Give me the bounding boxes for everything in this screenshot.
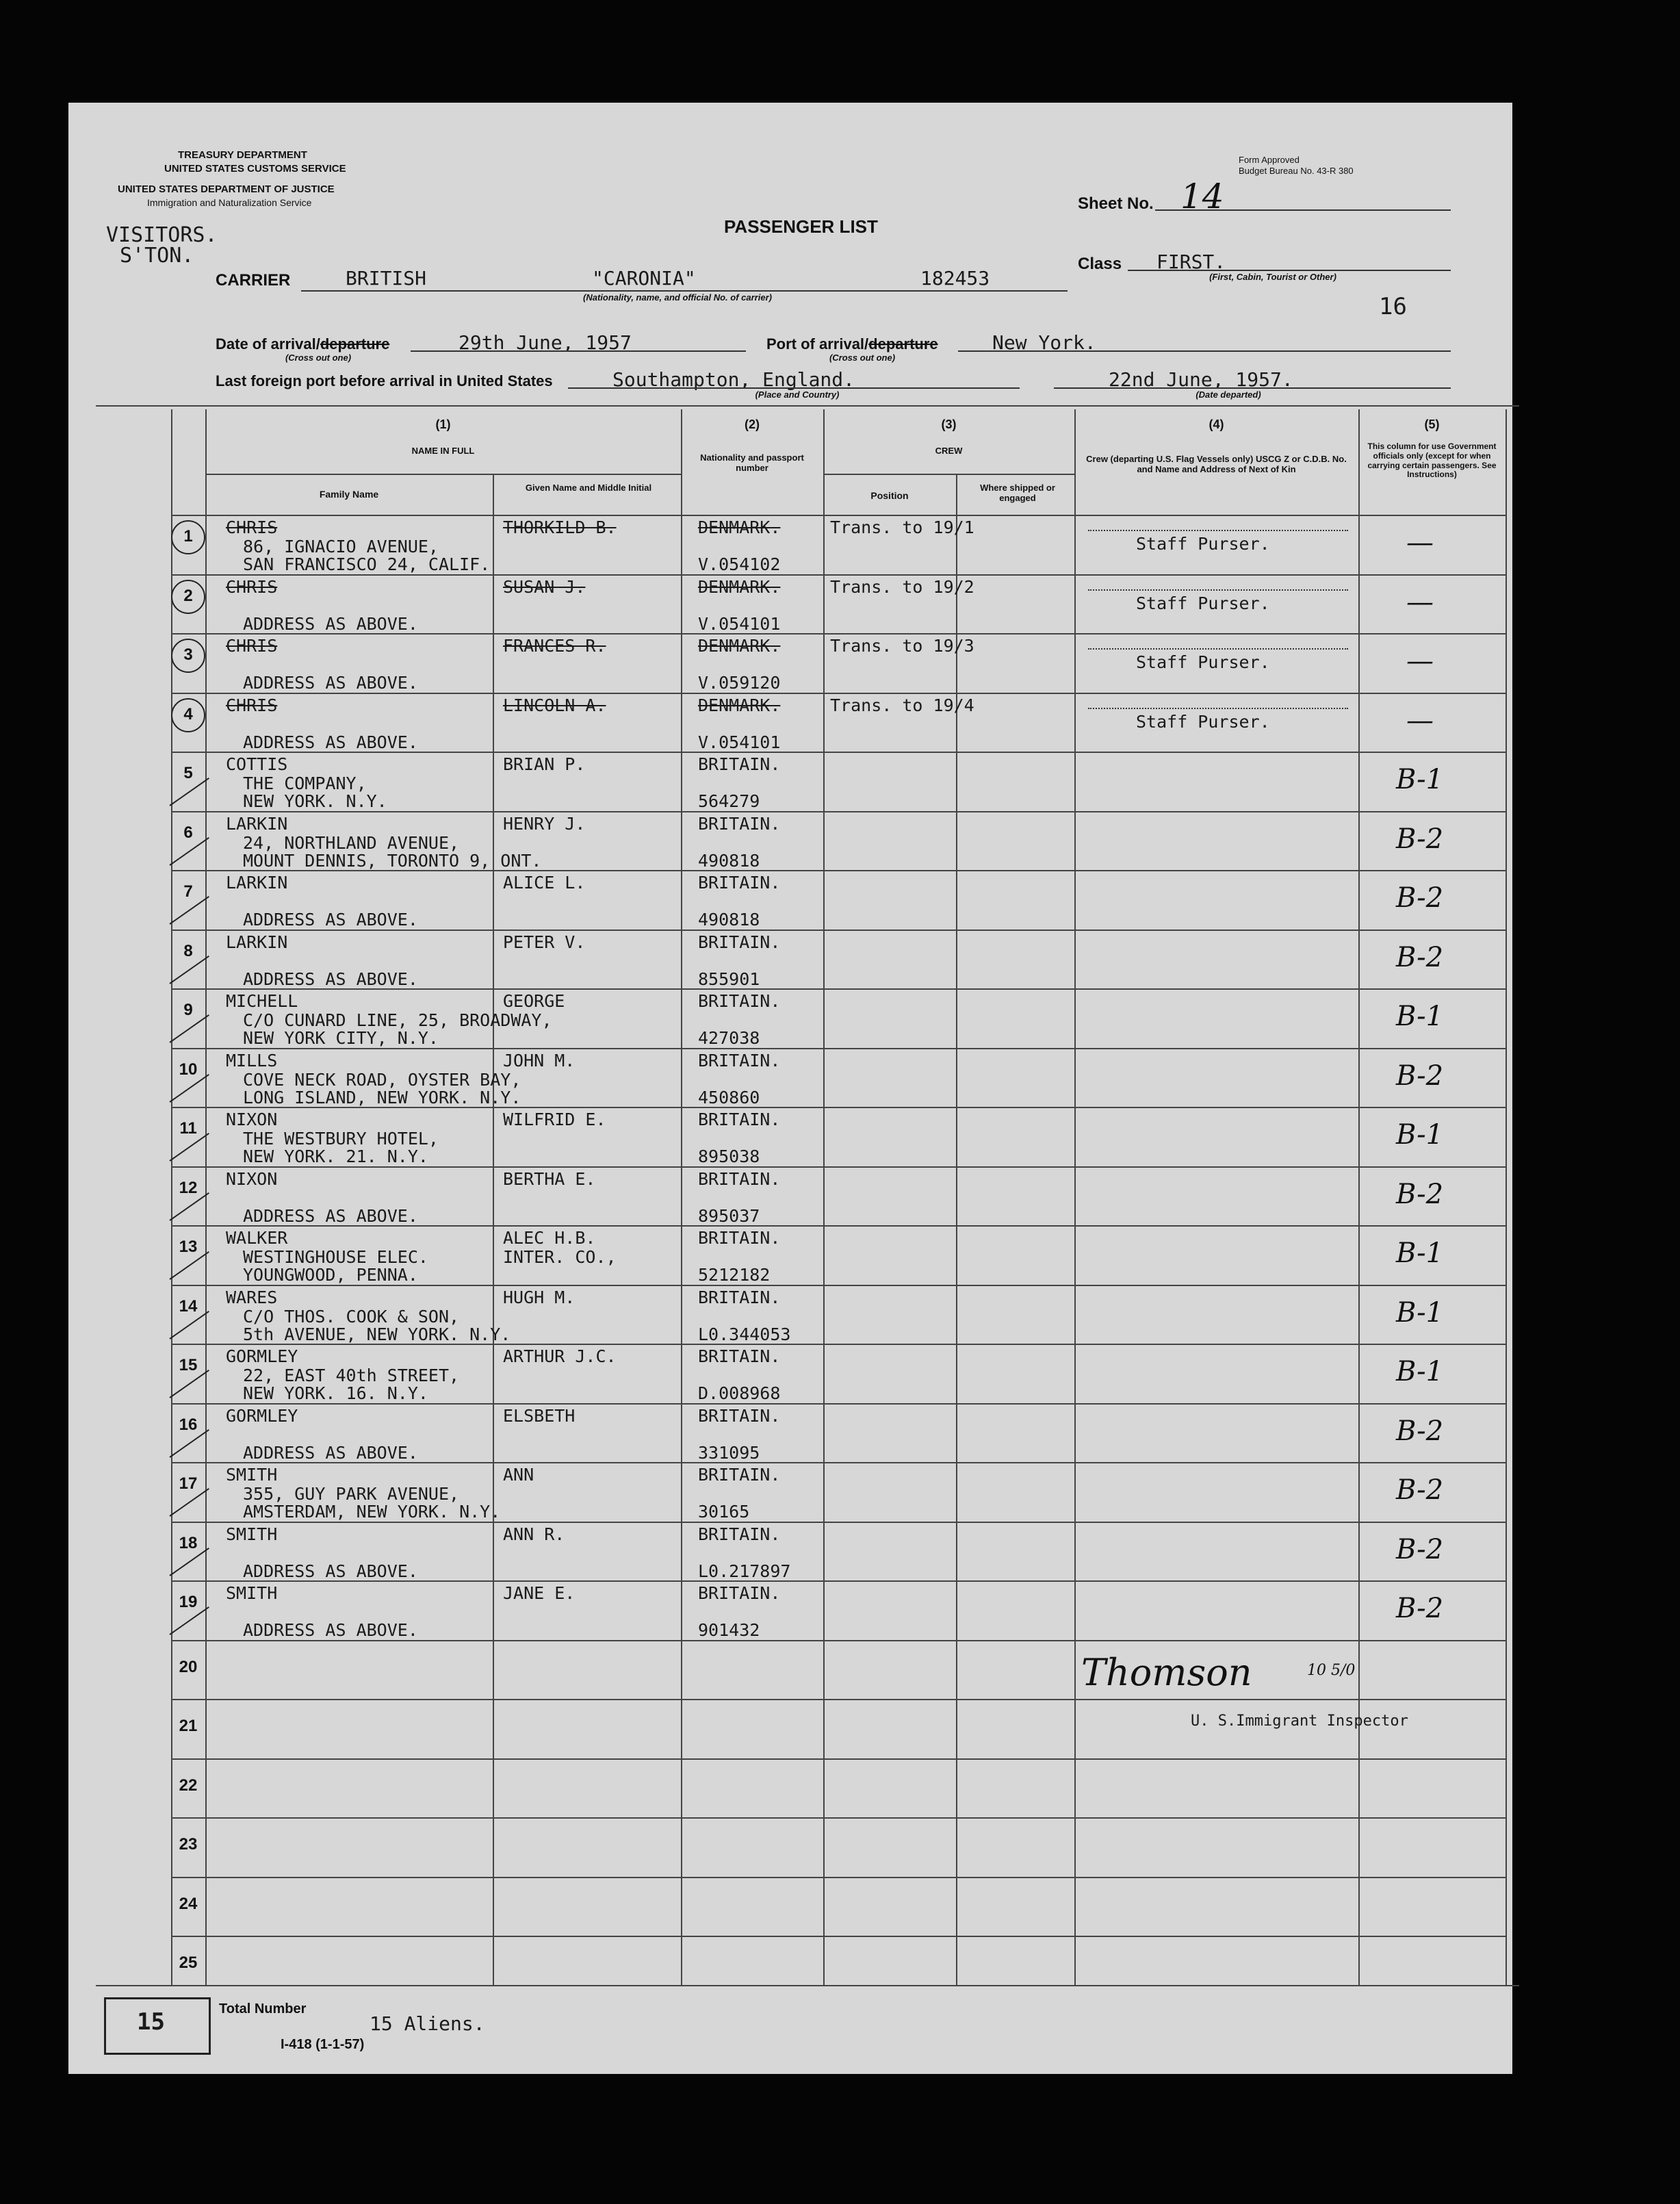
- col5-title: This column for use Government officials only (except for when carrying certain passengers. See Instructions): [1367, 441, 1497, 480]
- nationality: BRITAIN.: [698, 1346, 781, 1366]
- row-divider: [171, 1462, 1505, 1463]
- family-name: CHRIS: [226, 636, 278, 656]
- passport-number: 331095: [698, 1442, 760, 1463]
- address-line-2: ADDRESS AS ABOVE.: [243, 673, 418, 693]
- visitors-note-1: VISITORS.: [106, 223, 218, 247]
- family-name: CHRIS: [226, 517, 278, 537]
- row-number: 11: [179, 1119, 197, 1138]
- row-number-circle: [171, 520, 205, 554]
- row-number: 9: [183, 1001, 193, 1019]
- government-notation: B-1: [1396, 1296, 1444, 1329]
- grid-line: [1358, 409, 1360, 1985]
- col-position-header: Position: [870, 490, 909, 501]
- row-divider: [171, 870, 1505, 871]
- row-divider: [171, 1699, 1505, 1700]
- crew-next-of-kin: Staff Purser.: [1136, 593, 1270, 613]
- nationality: DENMARK.: [698, 576, 781, 597]
- passport-number: D.008968: [698, 1383, 781, 1403]
- government-notation: B-1: [1396, 1356, 1444, 1387]
- grid-line: [205, 409, 207, 1985]
- government-notation: B-2: [1396, 1178, 1444, 1210]
- crew-dotted-line: [1088, 708, 1348, 709]
- given-name: LINCOLN A.: [503, 695, 606, 715]
- address-line-2: AMSTERDAM, NEW YORK. N.Y.: [243, 1502, 501, 1522]
- given-name: ALICE L.: [503, 873, 586, 893]
- row-divider: [171, 1344, 1505, 1345]
- nationality: BRITAIN.: [698, 1524, 781, 1544]
- address-line-1: WESTINGHOUSE ELEC.: [243, 1247, 428, 1267]
- given-name: HENRY J.: [503, 813, 586, 834]
- grid-line: [1074, 409, 1076, 1985]
- col1-title: NAME IN FULL: [411, 446, 475, 456]
- row-number: 25: [179, 1953, 198, 1972]
- nationality: DENMARK.: [698, 695, 781, 715]
- nationality: BRITAIN.: [698, 754, 781, 774]
- carrier-caption: (Nationality, name, and official No. of carrier): [583, 292, 772, 303]
- address-line-2: YOUNGWOOD, PENNA.: [243, 1265, 418, 1285]
- row-number: 7: [183, 882, 193, 901]
- row-number: 8: [183, 941, 193, 960]
- passport-number: 901432: [698, 1620, 760, 1640]
- last-port-label: Last foreign port before arrival in United States: [216, 372, 553, 389]
- row-number: 24: [179, 1894, 198, 1913]
- family-name: LARKIN: [226, 813, 288, 834]
- row-number: 10: [179, 1060, 198, 1079]
- row-number: 2: [183, 586, 193, 605]
- address-line-2: ADDRESS AS ABOVE.: [243, 1620, 418, 1640]
- header-rule: [96, 405, 1519, 407]
- row-divider: [171, 930, 1505, 931]
- address-line-2: ADDRESS AS ABOVE.: [243, 1561, 418, 1581]
- grid-line: [205, 474, 681, 475]
- last-port-caption: (Place and Country): [755, 389, 840, 400]
- given-name: ANN: [503, 1465, 534, 1485]
- class-label: Class: [1078, 255, 1122, 273]
- given-name: ALEC H.B.: [503, 1228, 596, 1248]
- address-line-2: ADDRESS AS ABOVE.: [243, 910, 418, 930]
- dept-line-2: UNITED STATES CUSTOMS SERVICE: [164, 163, 346, 175]
- passport-number: V.054101: [698, 732, 781, 752]
- nationality: BRITAIN.: [698, 813, 781, 834]
- page-number: 16: [1379, 293, 1407, 320]
- row-number: 17: [179, 1474, 198, 1493]
- row-number: 1: [183, 527, 193, 546]
- row-number: 12: [179, 1178, 198, 1197]
- crew-dotted-line: [1088, 530, 1348, 531]
- government-notation: B-2: [1396, 1415, 1444, 1447]
- row-number-circle: [171, 580, 205, 614]
- nationality: BRITAIN.: [698, 1168, 781, 1189]
- passport-number: L0.217897: [698, 1561, 791, 1581]
- nationality: BRITAIN.: [698, 1228, 781, 1248]
- carrier-underline: [301, 290, 1068, 292]
- col2-number: (2): [745, 418, 760, 431]
- address-line-1: THE COMPANY,: [243, 773, 367, 793]
- passport-number: V.059120: [698, 673, 781, 693]
- family-name: GORMLEY: [226, 1346, 298, 1366]
- nationality: BRITAIN.: [698, 1287, 781, 1307]
- col-shipped-header: Where shipped or engaged: [980, 483, 1055, 503]
- address-line-1: C/O THOS. COOK & SON,: [243, 1306, 460, 1327]
- class-underline: [1128, 270, 1451, 271]
- passport-number: 490818: [698, 910, 760, 930]
- row-divider: [171, 1817, 1505, 1819]
- row-number: 20: [179, 1657, 198, 1676]
- crew-position: Trans. to 19/3: [830, 636, 974, 656]
- address-line-2: ADDRESS AS ABOVE.: [243, 613, 418, 634]
- passport-number: 895037: [698, 1205, 760, 1226]
- crew-position: Trans. to 19/4: [830, 695, 974, 715]
- given-name: HUGH M.: [503, 1287, 576, 1307]
- address-line-2: 5th AVENUE, NEW YORK. N.Y.: [243, 1324, 511, 1344]
- government-notation: —: [1406, 527, 1434, 559]
- given-name: ANN R.: [503, 1524, 565, 1544]
- given-name: FRANCES R.: [503, 636, 606, 656]
- government-notation: B-2: [1396, 1593, 1444, 1624]
- address-line-2: NEW YORK. 21. N.Y.: [243, 1146, 428, 1166]
- row-number: 22: [179, 1776, 198, 1795]
- row-divider: [171, 574, 1505, 576]
- row-number: 16: [179, 1415, 198, 1434]
- row-divider: [171, 752, 1505, 753]
- row-divider: [171, 1225, 1505, 1227]
- carrier-label: CARRIER: [216, 271, 291, 290]
- nationality: BRITAIN.: [698, 1465, 781, 1485]
- inspector-signature: Thomson: [1081, 1651, 1252, 1694]
- sheet-number: 14: [1180, 177, 1224, 216]
- inspector-title: U. S.Immigrant Inspector: [1191, 1713, 1408, 1730]
- family-name: NIXON: [226, 1110, 278, 1129]
- row-number: 6: [183, 823, 193, 842]
- row-divider: [171, 1522, 1505, 1523]
- address-line-2: NEW YORK CITY, N.Y.: [243, 1028, 439, 1048]
- carrier-nationality: BRITISH: [346, 267, 427, 290]
- passport-number: 895038: [698, 1146, 760, 1166]
- nationality: DENMARK.: [698, 636, 781, 656]
- nationality: BRITAIN.: [698, 1583, 781, 1603]
- dept-line-4: Immigration and Naturalization Service: [147, 197, 312, 208]
- nationality: BRITAIN.: [698, 932, 781, 952]
- government-notation: B-1: [1396, 764, 1444, 795]
- crew-position: Trans. to 19/2: [830, 576, 974, 597]
- passport-number: V.054101: [698, 613, 781, 634]
- col5-number: (5): [1424, 418, 1440, 431]
- col-given-header: Given Name and Middle Initial: [525, 483, 652, 493]
- last-port-value: Southampton, England.: [612, 368, 855, 391]
- nationality: DENMARK.: [698, 517, 781, 537]
- form-number: I-418 (1-1-57): [281, 2037, 365, 2052]
- col4-number: (4): [1209, 418, 1224, 431]
- date-underline: [411, 350, 746, 352]
- grid-line: [681, 409, 682, 1985]
- address-line-2: LONG ISLAND, NEW YORK. N.Y.: [243, 1087, 521, 1107]
- government-notation: B-1: [1396, 1238, 1444, 1269]
- budget-bureau: Budget Bureau No. 43-R 380: [1239, 166, 1354, 176]
- government-notation: —: [1406, 704, 1434, 736]
- crew-next-of-kin: Staff Purser.: [1136, 534, 1270, 554]
- port-caption: (Cross out one): [829, 353, 896, 363]
- government-notation: B-1: [1396, 1119, 1444, 1151]
- class-value: FIRST.: [1156, 251, 1226, 273]
- address-line-1: 24, NORTHLAND AVENUE,: [243, 832, 460, 853]
- address-line-1b: INTER. CO.,: [503, 1247, 617, 1267]
- address-line-2: MOUNT DENNIS, TORONTO 9, ONT.: [243, 850, 542, 871]
- family-name: MICHELL: [226, 991, 298, 1011]
- address-line-1: THE WESTBURY HOTEL,: [243, 1129, 439, 1149]
- inspector-signature-suffix: 10 5/0: [1307, 1662, 1356, 1679]
- carrier-name: "CARONIA": [592, 267, 696, 290]
- grid-line: [823, 474, 1074, 475]
- row-divider: [171, 1640, 1505, 1641]
- passport-number: 427038: [698, 1028, 760, 1048]
- given-name: JOHN M.: [503, 1050, 576, 1071]
- departed-caption: (Date departed): [1196, 389, 1261, 400]
- crew-dotted-line: [1088, 589, 1348, 591]
- address-line-1: 22, EAST 40th STREET,: [243, 1366, 460, 1385]
- dept-line-1: TREASURY DEPARTMENT: [178, 149, 307, 161]
- row-number: 18: [179, 1533, 198, 1552]
- total-box-value: 15: [137, 2008, 165, 2036]
- family-name: LARKIN: [226, 932, 288, 952]
- address-line-1: C/O CUNARD LINE, 25, BROADWAY,: [243, 1010, 552, 1030]
- col2-title: Nationality and passport number: [700, 452, 804, 473]
- col3-title: CREW: [935, 446, 963, 456]
- total-aliens: 15 Aliens.: [370, 2012, 485, 2035]
- government-notation: B-2: [1396, 1060, 1444, 1092]
- row-number-circle: [171, 639, 205, 673]
- row-number: 15: [179, 1356, 198, 1374]
- form-approved: Form Approved: [1239, 155, 1300, 165]
- row-number: 13: [179, 1238, 198, 1256]
- row-divider: [171, 988, 1505, 990]
- address-line-2: SAN FRANCISCO 24, CALIF.: [243, 554, 491, 574]
- row-divider: [171, 1285, 1505, 1286]
- row-number: 5: [183, 764, 193, 782]
- port-underline: [958, 350, 1451, 352]
- crew-dotted-line: [1088, 648, 1348, 650]
- row-divider: [171, 693, 1505, 694]
- passport-number: V.054102: [698, 554, 781, 574]
- nationality: BRITAIN.: [698, 873, 781, 893]
- row-divider: [171, 1166, 1505, 1168]
- row-divider: [171, 1403, 1505, 1405]
- government-notation: —: [1406, 586, 1434, 618]
- col-family-header: Family Name: [319, 489, 379, 500]
- family-name: WALKER: [226, 1228, 288, 1248]
- government-notation: B-2: [1396, 1474, 1444, 1506]
- passport-number: 490818: [698, 850, 760, 871]
- arrival-date: 29th June, 1957: [458, 331, 632, 354]
- crew-position: Trans. to 19/1: [830, 517, 974, 537]
- col4-title: Crew (departing U.S. Flag Vessels only) USCG Z or C.D.B. No. and Name and Address of Next of Kin: [1086, 454, 1347, 474]
- sheet-label: Sheet No.: [1078, 194, 1154, 213]
- address-line-1: COVE NECK ROAD, OYSTER BAY,: [243, 1069, 521, 1090]
- row-number: 19: [179, 1593, 198, 1611]
- government-notation: B-2: [1396, 1533, 1444, 1565]
- given-name: GEORGE: [503, 991, 565, 1011]
- grid-line: [823, 409, 825, 1985]
- carrier-number: 182453: [920, 267, 990, 290]
- nationality: BRITAIN.: [698, 1110, 781, 1129]
- given-name: PETER V.: [503, 932, 586, 952]
- family-name: WARES: [226, 1287, 278, 1307]
- departed-underline: [1054, 387, 1451, 389]
- last-port-underline: [568, 387, 1020, 389]
- family-name: COTTIS: [226, 754, 288, 774]
- date-caption: (Cross out one): [285, 353, 352, 363]
- given-name: BERTHA E.: [503, 1168, 596, 1189]
- passport-number: 855901: [698, 969, 760, 989]
- address-line-1: 355, GUY PARK AVENUE,: [243, 1484, 460, 1504]
- date-label: Date of arrival/departure: [216, 335, 390, 353]
- address-line-1: 86, IGNACIO AVENUE,: [243, 537, 439, 556]
- given-name: ARTHUR J.C.: [503, 1346, 617, 1366]
- family-name: NIXON: [226, 1168, 278, 1189]
- family-name: GORMLEY: [226, 1405, 298, 1426]
- dept-line-3: UNITED STATES DEPARTMENT OF JUSTICE: [118, 183, 335, 195]
- class-caption: (First, Cabin, Tourist or Other): [1209, 272, 1336, 282]
- government-notation: B-2: [1396, 941, 1444, 973]
- family-name: SMITH: [226, 1583, 278, 1603]
- passport-number: 30165: [698, 1502, 750, 1522]
- government-notation: —: [1406, 645, 1434, 677]
- col3-number: (3): [941, 418, 957, 431]
- grid-line: [1505, 409, 1507, 1985]
- address-line-2: ADDRESS AS ABOVE.: [243, 732, 418, 752]
- total-number-label: Total Number: [219, 2001, 307, 2016]
- family-name: CHRIS: [226, 695, 278, 715]
- address-line-2: NEW YORK. N.Y.: [243, 791, 387, 811]
- address-line-2: ADDRESS AS ABOVE.: [243, 1205, 418, 1226]
- crew-next-of-kin: Staff Purser.: [1136, 652, 1270, 672]
- family-name: CHRIS: [226, 576, 278, 597]
- row-number-circle: [171, 698, 205, 732]
- government-notation: B-1: [1396, 1001, 1444, 1032]
- row-number: 3: [183, 645, 193, 664]
- government-notation: B-2: [1396, 882, 1444, 914]
- row-divider: [171, 1107, 1505, 1108]
- given-name: JANE E.: [503, 1583, 576, 1603]
- family-name: SMITH: [226, 1524, 278, 1544]
- row-divider: [171, 1580, 1505, 1582]
- address-line-2: ADDRESS AS ABOVE.: [243, 969, 418, 989]
- address-line-2: ADDRESS AS ABOVE.: [243, 1442, 418, 1463]
- document-title: PASSENGER LIST: [724, 216, 878, 237]
- family-name: MILLS: [226, 1050, 278, 1071]
- port-label: Port of arrival/departure: [766, 335, 938, 353]
- row-divider: [171, 1936, 1505, 1937]
- row-number: 4: [183, 704, 193, 723]
- given-name: THORKILD B.: [503, 517, 617, 537]
- grid-line: [171, 515, 1505, 516]
- nationality: BRITAIN.: [698, 991, 781, 1011]
- family-name: LARKIN: [226, 873, 288, 893]
- given-name: SUSAN J.: [503, 576, 586, 597]
- arrival-port: New York.: [992, 331, 1096, 354]
- passport-number: 564279: [698, 791, 760, 811]
- row-divider: [171, 1877, 1505, 1878]
- nationality: BRITAIN.: [698, 1050, 781, 1071]
- government-notation: B-2: [1396, 823, 1444, 855]
- family-name: SMITH: [226, 1465, 278, 1485]
- departed-date: 22nd June, 1957.: [1109, 368, 1293, 391]
- row-divider: [171, 1758, 1505, 1760]
- passport-number: 450860: [698, 1087, 760, 1107]
- passport-number: 5212182: [698, 1265, 771, 1285]
- row-divider: [171, 1048, 1505, 1049]
- passport-number: L0.344053: [698, 1324, 791, 1344]
- row-number: 14: [179, 1296, 198, 1316]
- visitors-note-2: S'TON.: [120, 244, 194, 268]
- given-name: ELSBETH: [503, 1405, 576, 1426]
- grid-line: [171, 409, 172, 1985]
- address-line-2: NEW YORK. 16. N.Y.: [243, 1383, 428, 1403]
- nationality: BRITAIN.: [698, 1405, 781, 1426]
- crew-next-of-kin: Staff Purser.: [1136, 711, 1270, 732]
- given-name: BRIAN P.: [503, 754, 586, 774]
- grid-line: [96, 1985, 1519, 1986]
- col1-number: (1): [435, 418, 451, 431]
- sheet-underline: [1155, 209, 1451, 211]
- given-name: WILFRID E.: [503, 1110, 606, 1129]
- row-divider: [171, 633, 1505, 635]
- row-number: 21: [179, 1717, 198, 1735]
- row-number: 23: [179, 1835, 198, 1854]
- row-divider: [171, 811, 1505, 812]
